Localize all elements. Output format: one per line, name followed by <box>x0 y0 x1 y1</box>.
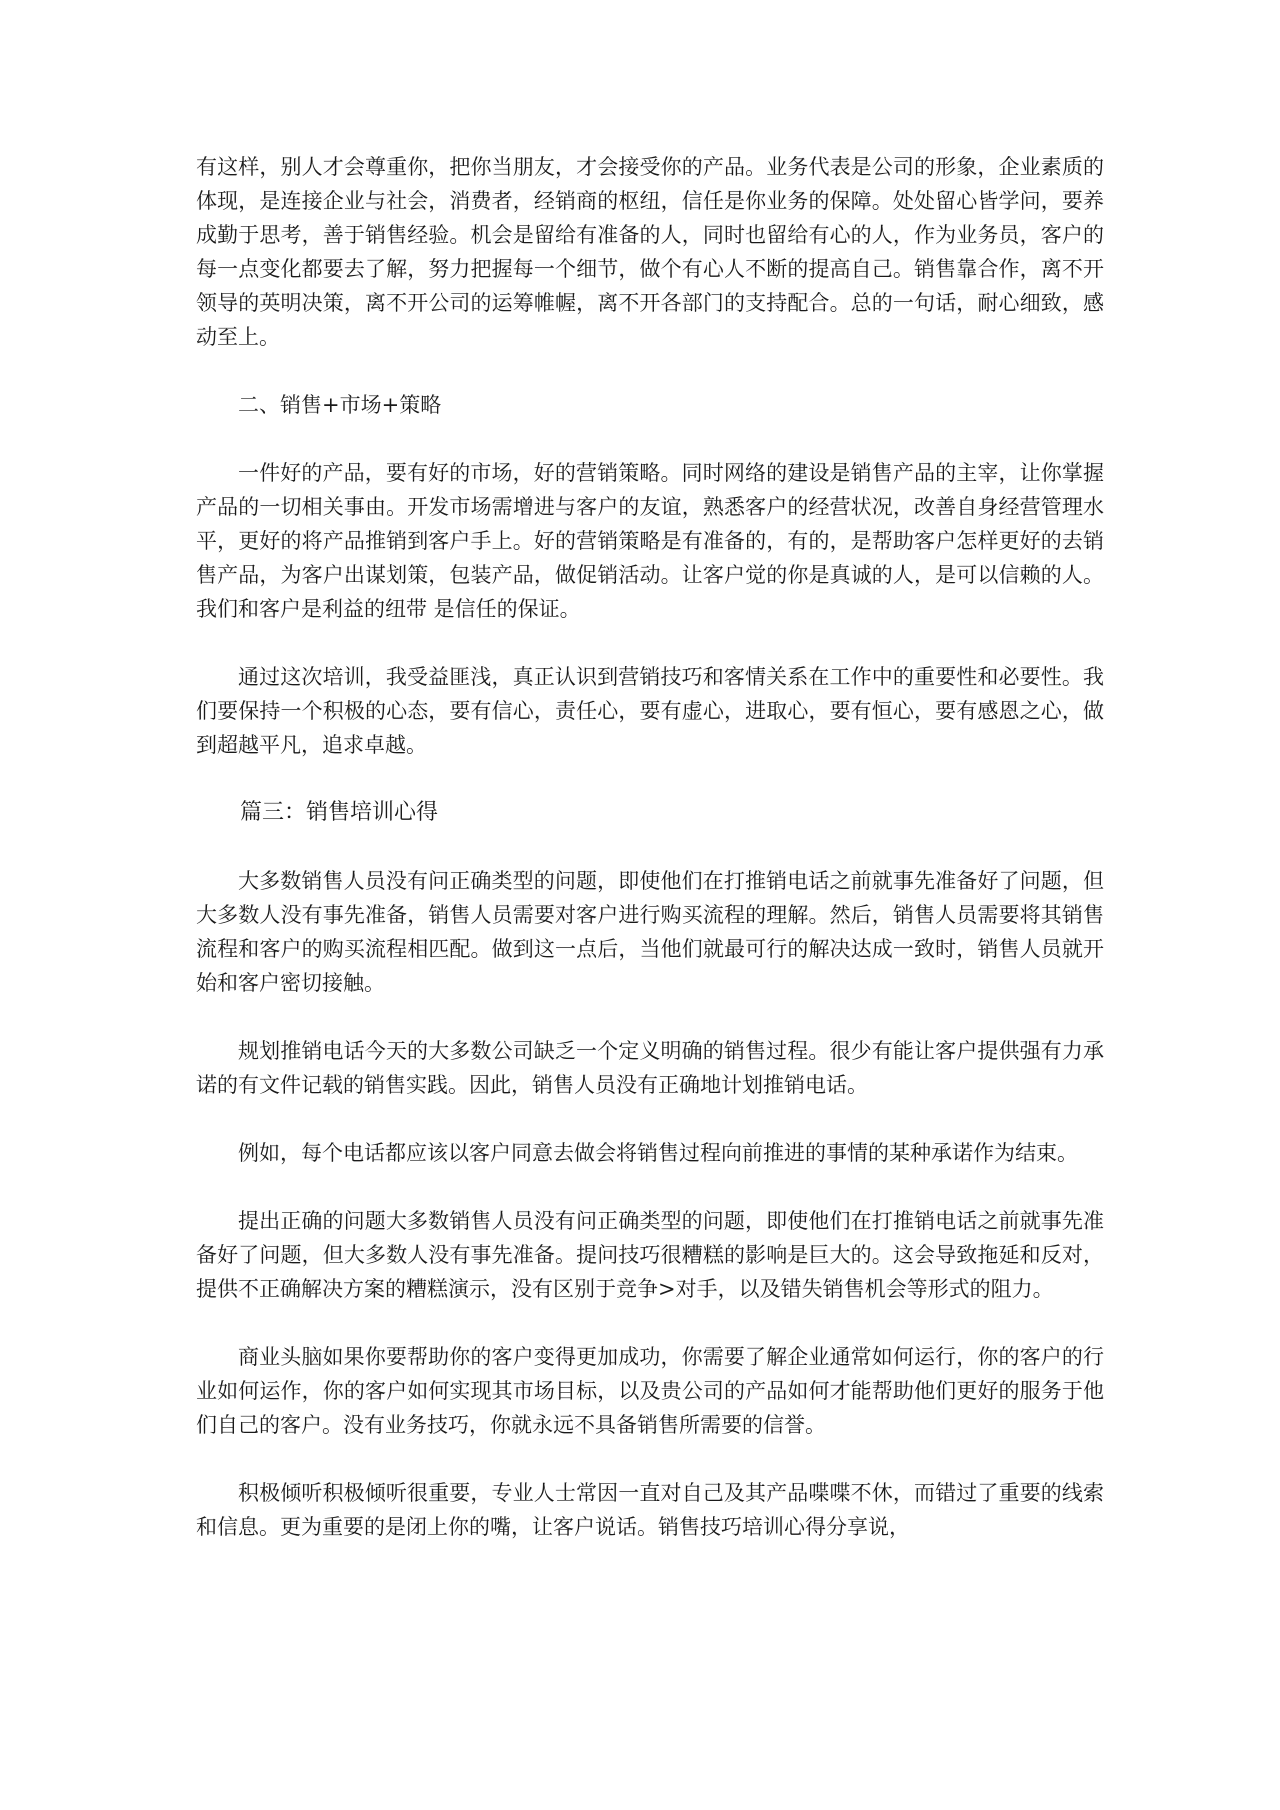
paragraph-active-listening: 积极倾听积极倾听很重要，专业人士常因一直对自己及其产品喋喋不休，而错过了重要的线索和信息。更为重要的是闭上你的嘴，让客户说话。销售技巧培训心得分享说， <box>196 1481 1104 1539</box>
paragraph-gap <box>196 626 1104 660</box>
paragraph-gap <box>196 354 1104 388</box>
paragraph-gap <box>196 1442 1104 1476</box>
paragraph-right-questions: 提出正确的问题大多数销售人员没有问正确类型的问题，即使他们在打推销电话之前就事先准备好了问题，但大多数人没有事先准备。提问技巧很糟糕的影响是巨大的。这会导致拖延和反对，提供不正确解决方案的糟糕演示，没有区别于竞争>对手，以及错失销售机会等形式的阻力。 <box>196 1209 1104 1301</box>
paragraph-gap <box>196 1306 1104 1340</box>
chapter-heading-part-three: 篇三：销售培训心得 <box>240 800 439 825</box>
paragraph-continuation: 有这样，别人才会尊重你，把你当朋友，才会接受你的产品。业务代表是公司的形象，企业素质的体现，是连接企业与社会，消费者，经销商的枢纽，信任是你业务的保障。处处留心皆学问，要养成勤于思考，善于销售经验。机会是留给有准备的人，同时也留给有心的人，作为业务员，客户的每一点变化都要去了解，努力把握每一个细节，做个有心人不断的提高自己。销售靠合作，离不开领导的英明决策，离不开公司的运筹帷幄，离不开各部门的支持配合。总的一句话，耐心细致，感动至上。 <box>196 155 1104 349</box>
paragraph-plan-calls: 规划推销电话今天的大多数公司缺乏一个定义明确的销售过程。很少有能让客户提供强有力承诺的有文件记载的销售实践。因此，销售人员没有正确地计划推销电话。 <box>196 1039 1104 1097</box>
paragraph-gap <box>196 762 1104 796</box>
paragraph-gap <box>196 1000 1104 1034</box>
paragraph-example: 例如，每个电话都应该以客户同意去做会将销售过程向前推进的事情的某种承诺作为结束。 <box>238 1141 1078 1165</box>
paragraph-gap <box>196 830 1104 864</box>
document-page <box>196 150 1104 1544</box>
section-heading-sales-market-strategy: 二、销售+市场+策略 <box>238 393 442 417</box>
paragraph-training-benefit: 通过这次培训，我受益匪浅，真正认识到营销技巧和客情关系在工作中的重要性和必要性。我们要保持一个积极的心态，要有信心，责任心，要有虚心，进取心，要有恒心，要有感恩之心，做到超越平凡，追求卓越。 <box>196 665 1104 757</box>
paragraph-gap <box>196 1170 1104 1204</box>
paragraph-good-product: 一件好的产品，要有好的市场，好的营销策略。同时网络的建设是销售产品的主宰，让你掌握产品的一切相关事由。开发市场需增进与客户的友谊，熟悉客户的经营状况，改善自身经营管理水平，更好的将产品推销到客户手上。好的营销策略是有准备的，有的，是帮助客户怎样更好的去销售产品，为客户出谋划策，包装产品，做促销活动。让客户觉的你是真诚的人，是可以信赖的人。我们和客户是利益的纽带 是信任的保证。 <box>196 461 1104 621</box>
paragraph-gap <box>196 422 1104 456</box>
paragraph-questions: 大多数销售人员没有问正确类型的问题，即使他们在打推销电话之前就事先准备好了问题，但大多数人没有事先准备，销售人员需要对客户进行购买流程的理解。然后，销售人员需要将其销售流程和客户的购买流程相匹配。做到这一点后，当他们就最可行的解决达成一致时，销售人员就开始和客户密切接触。 <box>196 869 1104 995</box>
paragraph-business-acumen: 商业头脑如果你要帮助你的客户变得更加成功，你需要了解企业通常如何运行，你的客户的行业如何运作，你的客户如何实现其市场目标，以及贵公司的产品如何才能帮助他们更好的服务于他们自己的客户。没有业务技巧，你就永远不具备销售所需要的信誉。 <box>196 1345 1104 1437</box>
paragraph-gap <box>196 1102 1104 1136</box>
